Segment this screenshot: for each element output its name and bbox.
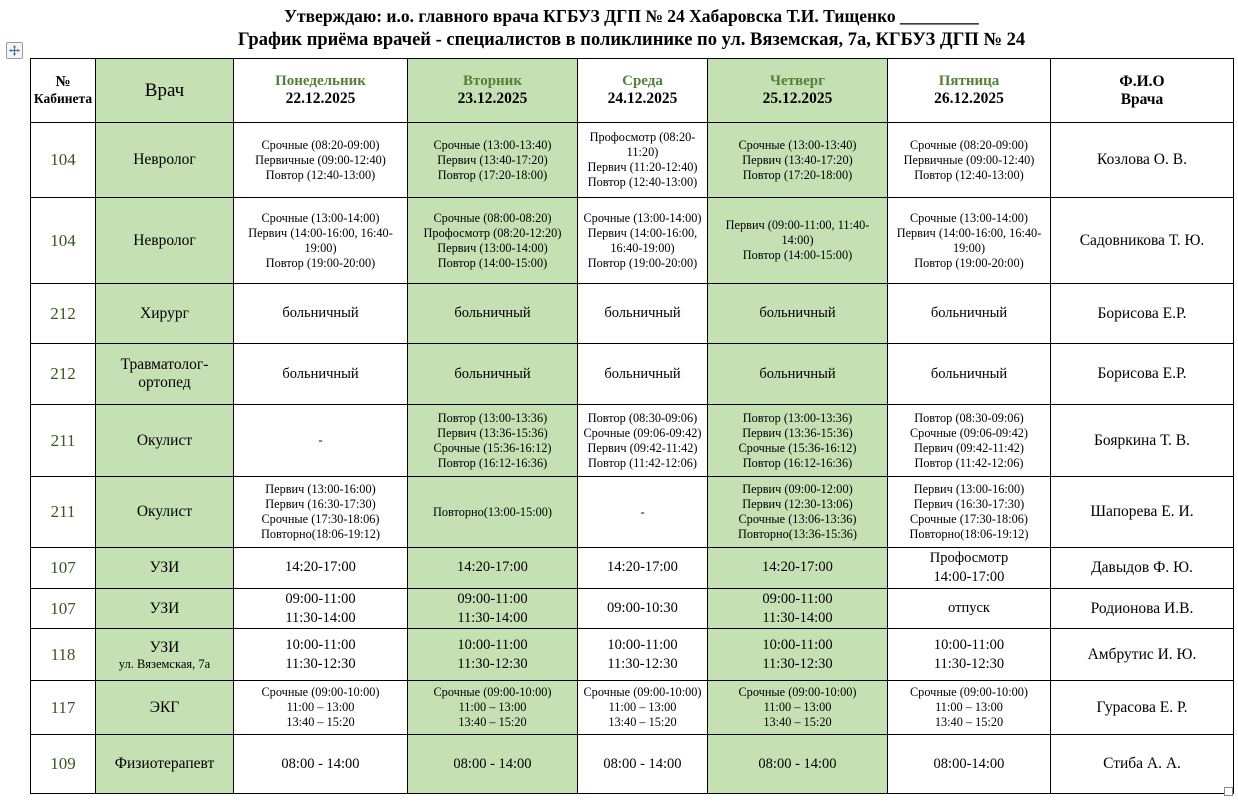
cabinet-cell: 107 [31,548,96,589]
schedule-line: Повтор (13:00-13:36) [742,410,853,425]
header-day-thursday [708,59,888,123]
schedule-line: Повторно(13:00-15:00) [432,504,553,519]
schedule-cell-friday [888,477,1051,548]
schedule-cell-friday [888,123,1051,198]
schedule-line: Срочные (09:00-10:00) [738,685,857,700]
schedule-line: Первич (13:40-17:20) [742,152,853,167]
schedule-cell-tuesday [408,344,578,405]
day-date: 26.12.2025 [934,90,1004,107]
schedule-line: 11:30-12:30 [607,655,678,672]
schedule-cell-thursday [708,548,888,589]
schedule-cell-thursday [708,344,888,405]
schedule-line: 14:20-17:00 [607,559,678,576]
fio-cell: Родионова И.В. [1051,588,1234,629]
schedule-cell-wednesday [578,123,708,198]
cabinet-cell: 109 [31,735,96,794]
schedule-cell-monday [234,198,408,284]
schedule-line: 10:00-11:00 [457,637,528,654]
schedule-line: 08:00 - 14:00 [453,755,532,772]
schedule-cell-wednesday [578,477,708,548]
schedule-line: Срочные (09:00-10:00) [583,685,702,700]
doctor-cell [96,681,234,735]
schedule-line: 11:00 – 13:00 [286,700,355,715]
day-date: 23.12.2025 [457,90,528,107]
day-date: 22.12.2025 [285,90,356,107]
cabinet-cell: 107 [31,588,96,629]
table-row [31,477,1234,548]
header-day-tuesday [408,59,578,123]
schedule-line: 11:30-12:30 [933,655,1005,672]
schedule-line: Первич (13:40-17:20) [437,152,548,167]
schedule-line: Первич (09:00-12:00) [742,482,853,496]
doctor-label: Окулист [136,431,193,449]
schedule-line: Первич (14:00-16:00, 16:40-19:00) [248,225,393,255]
doctor-cell [96,629,234,681]
schedule-line: Повтор (16:12-16:36) [437,455,548,470]
schedule-cell-monday [234,735,408,794]
table-row [31,344,1234,405]
schedule-line: 11:00 – 13:00 [458,700,527,715]
schedule-cell-wednesday [578,681,708,735]
schedule-line: 10:00-11:00 [762,637,833,654]
table-row [31,588,1234,629]
schedule-cell-friday [888,629,1051,681]
day-name: Четверг [770,73,825,89]
schedule-cell-tuesday [408,548,578,589]
schedule-line: Срочные (09:00-10:00) [909,685,1029,700]
header-day-wrap [236,73,405,108]
schedule-line: Первич (13:00-14:00) [437,240,548,255]
schedule-line: Повтор (19:00-20:00) [914,255,1024,270]
schedule-line: Повтор (19:00-20:00) [265,255,376,270]
schedule-line: Срочные (08:20-09:00) [261,137,380,152]
schedule-line: Повтор (08:30-09:06) [587,410,698,425]
schedule-line: Срочные (09:06-09:42) [583,425,702,440]
schedule-line: Первич (16:30-17:30) [265,497,376,511]
doctor-label: Физиотерапевт [114,755,215,773]
header-fio-line2: Врача [1120,90,1164,108]
schedule-line: больничный [759,305,836,322]
schedule-line: 13:40 – 15:20 [286,715,355,730]
schedule-line: Первич (13:00-16:00) [265,482,376,496]
schedule-line: 14:20-17:00 [285,559,356,576]
schedule-cell-monday [234,548,408,589]
schedule-cell-monday [234,477,408,548]
schedule-line: Профосмотр (08:20-11:20) [589,130,696,159]
schedule-cell-monday [234,344,408,405]
schedule-line: 08:00 - 14:00 [758,755,837,772]
schedule-line: 13:40 – 15:20 [458,715,527,730]
schedule-line: больничный [604,305,681,322]
schedule-cell-wednesday [578,344,708,405]
schedule-cell-friday [888,588,1051,629]
schedule-line: Срочные (13:06-13:36) [738,512,857,526]
header-day-wrap [580,73,705,108]
cabinet-cell: 211 [31,405,96,477]
schedule-line: Профосмотр (08:20-12:20) [423,225,562,240]
doctor-cell [96,735,234,794]
schedule-line: больничный [454,365,531,382]
schedule-line: 14:20-17:00 [457,559,528,576]
schedule-line: 14:00-17:00 [933,568,1005,585]
table-row [31,284,1234,344]
header-doctor [96,59,234,123]
day-date: 24.12.2025 [607,90,678,107]
day-name: Пятница [938,73,1000,89]
schedule-line: Срочные (13:00-14:00) [583,210,702,225]
schedule-line: Профосмотр [929,550,1009,566]
schedule-line: Первич (11:20-12:40) [587,160,698,174]
header-doctor-label: Врач [144,79,185,101]
schedule-line: больничный [759,365,836,382]
schedule-cell-friday [888,198,1051,284]
header-day-monday [234,59,408,123]
schedule-line: Первичные (09:00-12:40) [903,152,1035,167]
table-row [31,405,1234,477]
move-cross-icon [9,45,20,56]
schedule-cell-tuesday [408,123,578,198]
schedule-cell-friday [888,344,1051,405]
schedule-line: 10:00-11:00 [933,637,1005,654]
schedule-line: 09:00-11:00 [457,590,528,607]
schedule-line: Срочные (13:00-13:40) [738,137,857,152]
schedule-cell-wednesday [578,735,708,794]
fio-cell: Борисова Е.Р. [1051,284,1234,344]
schedule-cell-wednesday [578,588,708,629]
schedule-line: Срочные (09:06-09:42) [909,425,1029,440]
schedule-line: Срочные (08:20-09:00) [909,137,1029,152]
schedule-cell-thursday [708,284,888,344]
schedule-line: 13:40 – 15:20 [934,715,1004,730]
schedule-cell-tuesday [408,477,578,548]
header-day-wrap [710,73,885,108]
schedule-line: 09:00-10:30 [607,600,678,617]
fio-cell: Садовникова Т. Ю. [1051,198,1234,284]
schedule-line: 10:00-11:00 [607,637,678,654]
schedule-line: 14:20-17:00 [762,559,833,576]
schedule-line: 11:30-12:30 [457,655,528,672]
schedule-line: 13:40 – 15:20 [608,715,677,730]
schedule-line: 08:00-14:00 [933,755,1005,772]
schedule-cell-monday [234,588,408,629]
doctor-address: ул. Вяземская, 7а [118,656,211,671]
table-resize-handle[interactable] [1224,787,1233,796]
fio-cell: Амбрутис И. Ю. [1051,629,1234,681]
header-fio-line1: Ф.И.О [1119,72,1165,90]
schedule-line: Первич (09:00-11:00, 11:40-14:00) [725,218,870,247]
schedule-line: Первич (13:36-15:36) [742,425,853,440]
day-name: Среда [622,73,663,89]
schedule-line: Срочные (13:00-14:00) [909,210,1029,225]
header-cabinet-number [31,59,96,123]
schedule-line: больничный [282,305,359,322]
schedule-cell-tuesday [408,681,578,735]
schedule-cell-tuesday [408,588,578,629]
schedule-line: Первичные (09:00-12:40) [255,152,386,167]
schedule-line: Повтор (13:00-13:36) [437,410,548,425]
schedule-line: Повтор (12:40-13:00) [265,167,376,182]
schedule-line: Срочные (15:36-16:12) [433,440,552,455]
schedule-line: Повторно(18:06-19:12) [260,527,381,541]
schedule-line: Первич (14:00-16:00, 16:40-19:00) [587,225,698,255]
cabinet-cell: 104 [31,123,96,198]
schedule-cell-monday [234,284,408,344]
schedule-line: Срочные (17:30-18:06) [909,512,1029,526]
fio-cell: Давыдов Ф. Ю. [1051,548,1234,589]
schedule-cell-thursday [708,588,888,629]
schedule-line: 10:00-11:00 [285,637,356,654]
schedule-line: - [640,504,645,519]
cabinet-cell: 117 [31,681,96,735]
schedule-line: Повтор (08:30-09:06) [914,410,1024,425]
schedule-cell-tuesday [408,405,578,477]
header-cabinet-wrap [33,74,93,107]
schedule-cell-friday [888,548,1051,589]
schedule-line: Повторно(13:36-15:36) [737,527,858,541]
header-cabinet-line1: № [55,74,71,90]
cabinet-cell: 118 [31,629,96,681]
schedule-line: 11:00 – 13:00 [763,700,832,715]
schedule-line: Повтор (16:12-16:36) [742,455,853,470]
schedule-line: Повтор (19:00-20:00) [587,255,698,270]
schedule-line: отпуск [948,600,990,617]
day-name: Понедельник [275,73,366,89]
day-name: Вторник [463,73,522,89]
schedule-cell-wednesday [578,629,708,681]
schedule-cell-monday [234,123,408,198]
schedule-line: больничный [454,305,531,322]
schedule-line: 13:40 – 15:20 [763,715,832,730]
schedule-line: Первич (09:42-11:42) [587,440,698,455]
doctor-cell [96,548,234,589]
schedule-cell-friday [888,681,1051,735]
doctor-cell [96,198,234,284]
schedule-line: Срочные (17:30-18:06) [261,512,380,526]
schedule-cell-thursday [708,198,888,284]
schedule-line: 11:30-14:00 [285,609,356,626]
schedule-line: больничный [930,305,1008,322]
schedule-line: Срочные (15:36-16:12) [738,440,857,455]
schedule-cell-tuesday [408,284,578,344]
schedule-cell-friday [888,284,1051,344]
doctor-label: УЗИ [149,558,180,576]
doctor-cell [96,588,234,629]
schedule-line: Срочные (09:00-10:00) [261,685,380,700]
header-cabinet-line2: Кабинета [33,91,93,106]
schedule-cell-monday [234,405,408,477]
schedule-line: больничный [604,365,681,382]
header-fio [1051,59,1234,123]
schedule-line: Первич (14:00-16:00, 16:40-19:00) [896,225,1042,255]
doctor-label: Невролог [133,231,196,249]
table-row [31,548,1234,589]
fio-cell: Стиба А. А. [1051,735,1234,794]
schedule-line: Первич (12:30-13:06) [742,497,853,511]
day-date: 25.12.2025 [762,90,833,107]
table-row [31,681,1234,735]
schedule-line: больничный [930,365,1008,382]
schedule-line: 08:00 - 14:00 [281,755,360,772]
schedule-line: 09:00-11:00 [762,590,833,607]
schedule-line: Повтор (11:42-12:06) [914,455,1024,470]
schedule-cell-tuesday [408,629,578,681]
doctor-label: Окулист [136,503,193,521]
doctor-cell [96,284,234,344]
table-row [31,123,1234,198]
schedule-line: больничный [282,365,359,382]
schedule-line: 11:00 – 13:00 [608,700,677,715]
schedule-cell-thursday [708,477,888,548]
schedule-cell-tuesday [408,735,578,794]
schedule-line: 11:30-12:30 [762,655,833,672]
doctor-cell [96,344,234,405]
doctor-cell [96,405,234,477]
schedule-line: 11:30-14:00 [762,609,833,626]
table-row [31,629,1234,681]
schedule-line: 11:30-14:00 [457,609,528,626]
schedule-line: Повтор (17:20-18:00) [742,167,853,182]
schedule-line: Повтор (11:42-12:06) [588,455,697,470]
fio-cell: Борисова Е.Р. [1051,344,1234,405]
schedule-cell-monday [234,629,408,681]
doctor-label: УЗИ [149,599,180,617]
schedule-line: Повтор (14:00-15:00) [742,248,853,262]
schedule-cell-wednesday [578,198,708,284]
schedule-line: Повтор (14:00-15:00) [437,255,548,270]
doctor-label: Хирург [140,304,189,322]
schedule-line: Срочные (13:00-14:00) [261,210,380,225]
page-title: График приёма врачей - специалистов в поликлинике по ул. Вяземская, 7а, КГБУЗ ДГП № 24 [237,30,1026,50]
doctor-label: Невролог [133,151,196,169]
table-move-handle[interactable] [6,42,23,59]
schedule-line: Первич (09:42-11:42) [914,440,1024,455]
schedule-line: Повтор (12:40-13:00) [914,167,1024,182]
schedule-cell-thursday [708,629,888,681]
schedule-line: - [318,433,323,447]
table-row [31,198,1234,284]
cabinet-cell: 211 [31,477,96,548]
header-fio-wrap [1053,73,1231,109]
doctor-label: УЗИ [149,638,180,656]
doctor-label: Травматолог-ортопед [120,356,209,391]
schedule-line: Первич (13:00-16:00) [913,482,1025,496]
schedule-line: Повтор (17:20-18:00) [437,167,548,182]
schedule-line: Срочные (08:00-08:20) [433,210,552,225]
schedule-table [30,58,1234,794]
fio-cell: Шапорева Е. И. [1051,477,1234,548]
schedule-line: Срочные (09:00-10:00) [433,685,552,700]
schedule-cell-thursday [708,405,888,477]
doctor-cell [96,477,234,548]
table-row [31,735,1234,794]
cabinet-cell: 104 [31,198,96,284]
schedule-cell-wednesday [578,405,708,477]
schedule-line: Повтор (12:40-13:00) [587,175,698,189]
header-day-friday [888,59,1051,123]
schedule-cell-friday [888,735,1051,794]
doctor-cell [96,123,234,198]
schedule-cell-tuesday [408,198,578,284]
schedule-line: Повторно(18:06-19:12) [909,527,1029,541]
fio-cell: Бояркина Т. В. [1051,405,1234,477]
schedule-line: 11:30-12:30 [285,655,356,672]
schedule-line: 08:00 - 14:00 [603,755,682,772]
schedule-cell-friday [888,405,1051,477]
schedule-cell-monday [234,681,408,735]
schedule-line: Первич (13:36-15:36) [437,425,548,440]
doctor-label: ЭКГ [149,698,180,716]
schedule-cell-thursday [708,123,888,198]
schedule-cell-wednesday [578,548,708,589]
schedule-cell-thursday [708,735,888,794]
fio-cell: Козлова О. В. [1051,123,1234,198]
schedule-line: 09:00-11:00 [285,590,356,607]
header-day-wednesday [578,59,708,123]
header-day-wrap [890,73,1048,108]
approval-line: Утверждаю: и.о. главного врача КГБУЗ ДГП № 24 Хабаровска Т.И. Тищенко _________ [284,6,979,26]
schedule-cell-wednesday [578,284,708,344]
fio-cell: Гурасова Е. Р. [1051,681,1234,735]
schedule-line: 11:00 – 13:00 [935,700,1003,715]
schedule-line: Срочные (13:00-13:40) [433,137,552,152]
cabinet-cell: 212 [31,344,96,405]
schedule-cell-thursday [708,681,888,735]
schedule-line: Первич (16:30-17:30) [913,497,1025,511]
header-day-wrap [410,73,575,108]
cabinet-cell: 212 [31,284,96,344]
